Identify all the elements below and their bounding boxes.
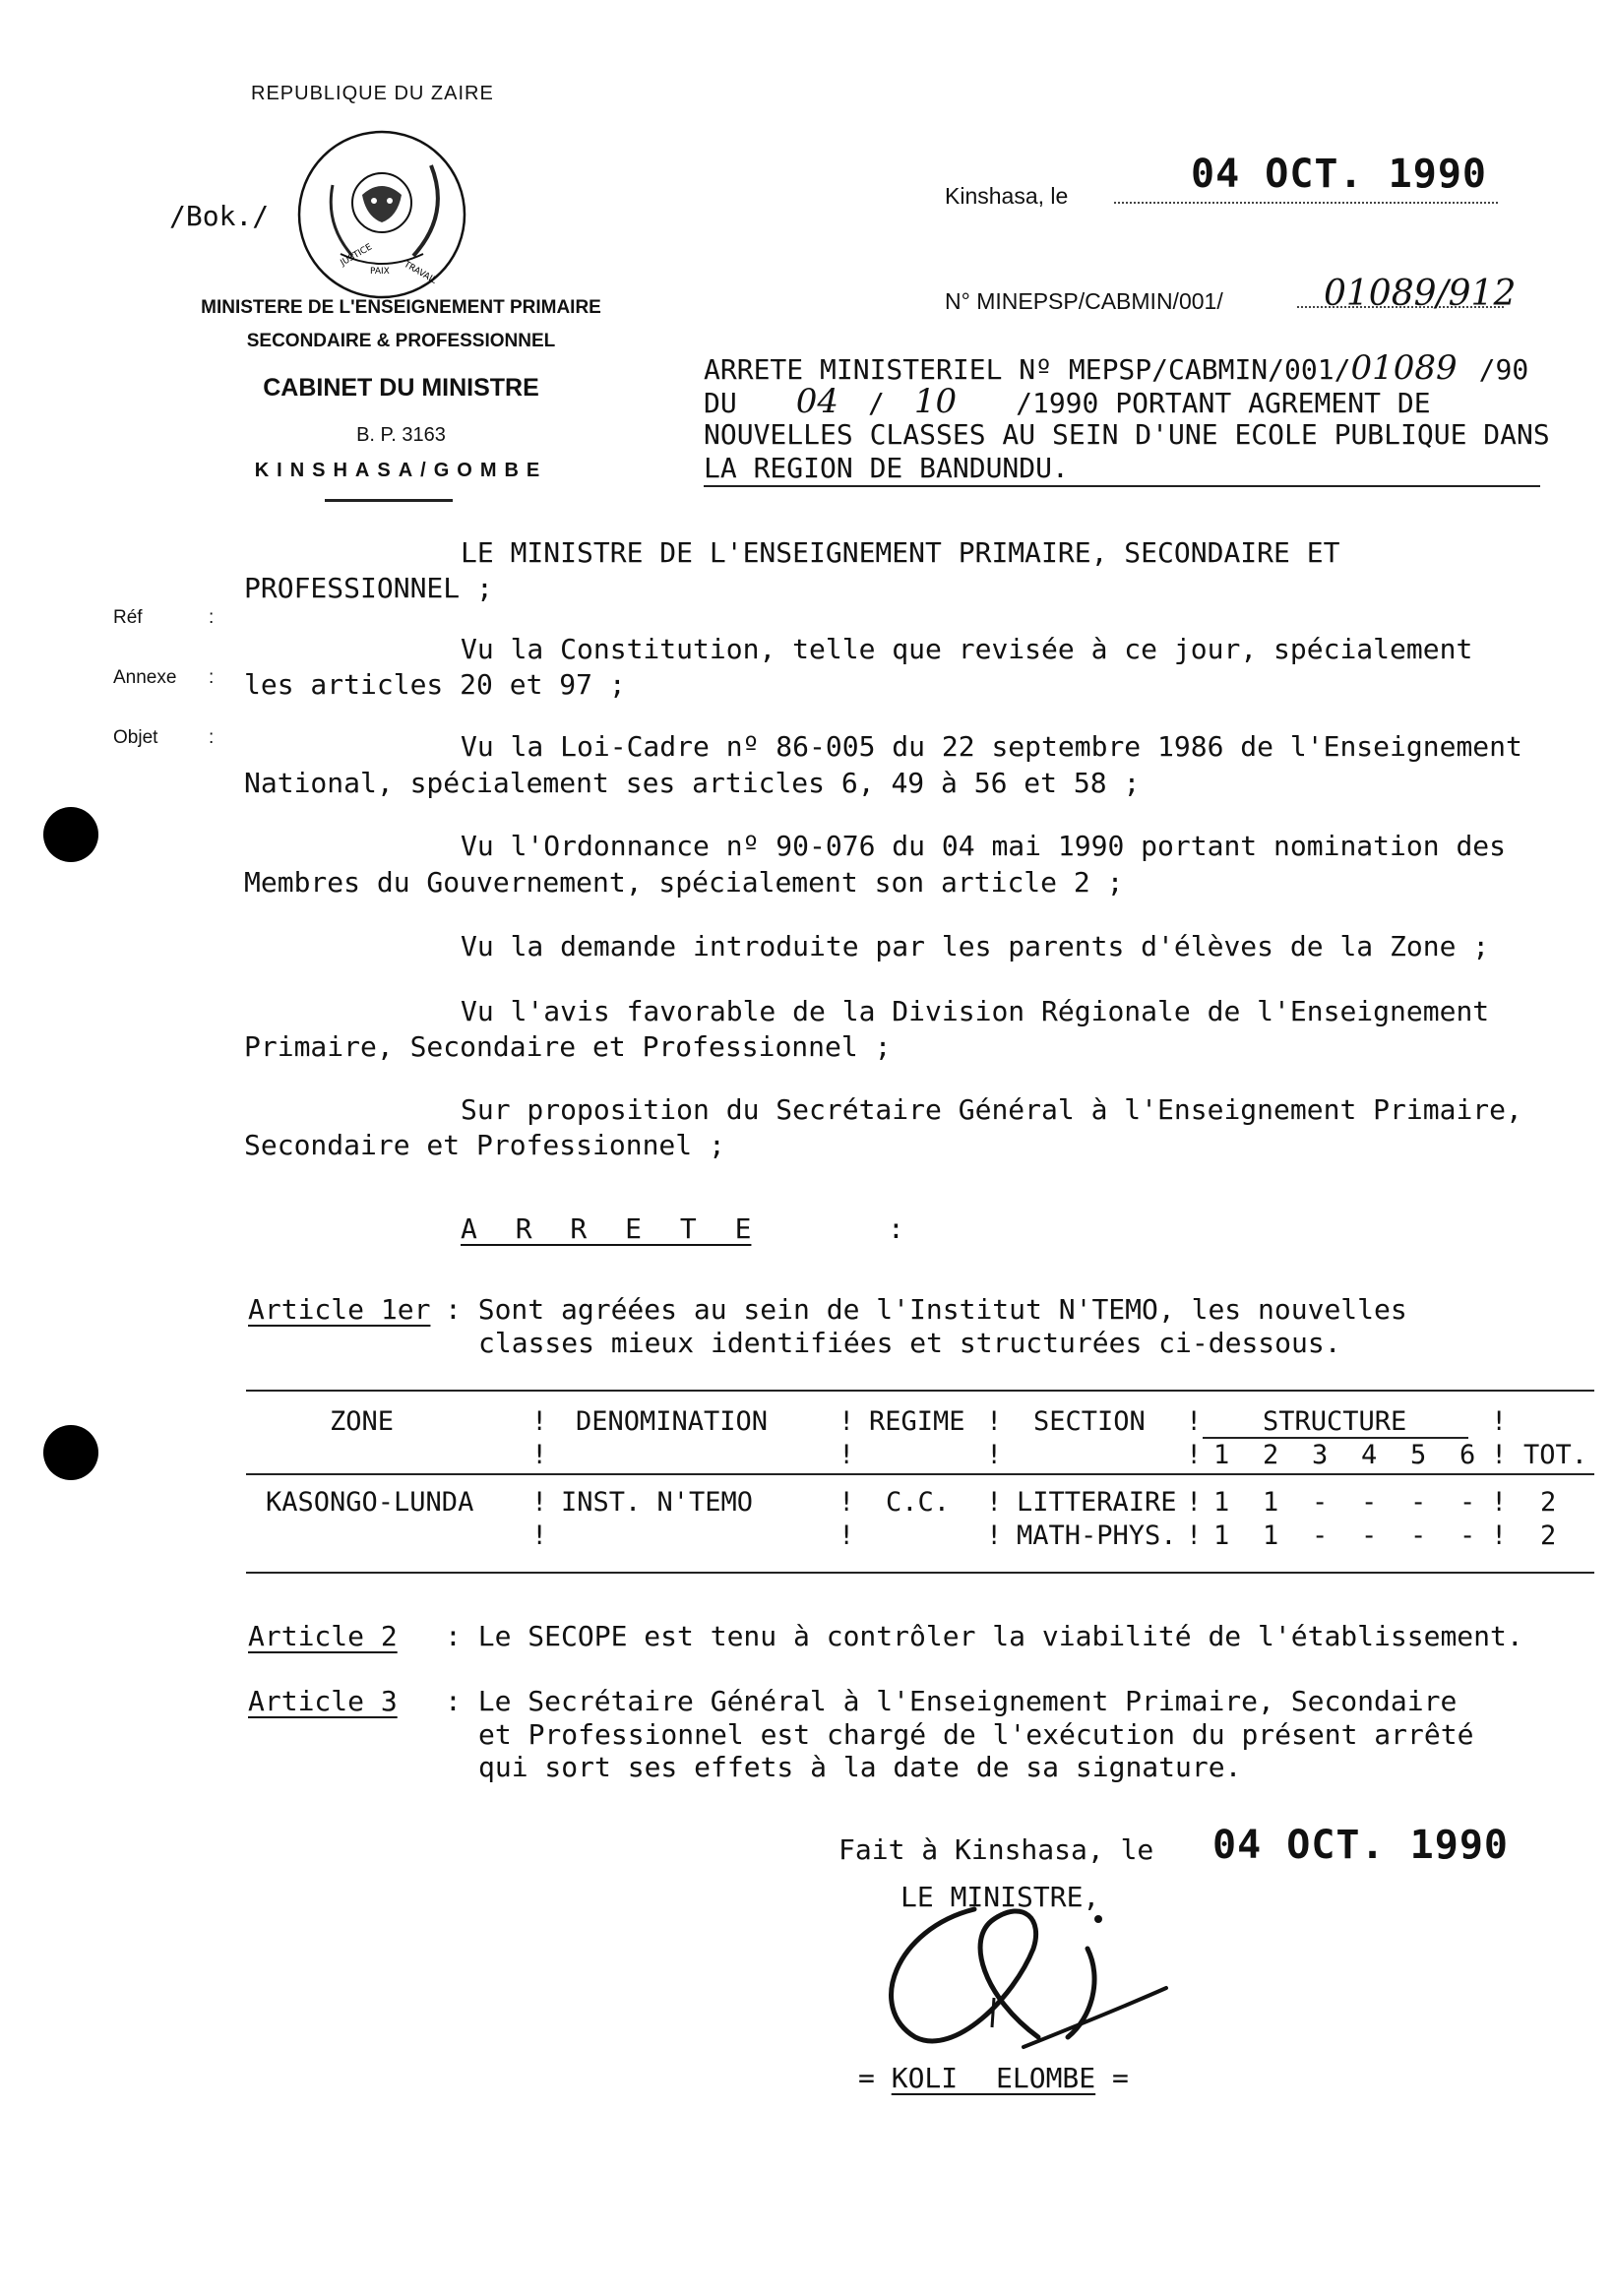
preamble-sur-proposition-cont: Secondaire et Professionnel ; <box>244 1129 725 1161</box>
cell-denomination: INST. N'TEMO <box>561 1487 754 1518</box>
signatory-name-line <box>858 2061 1129 2096</box>
table-separator: ! <box>1186 1406 1203 1437</box>
col-header-total: TOT. <box>1523 1440 1588 1470</box>
article-3-label: Article 3 <box>248 1685 398 1717</box>
cell-structure-4: - <box>1361 1520 1378 1551</box>
table-separator: ! <box>838 1440 855 1470</box>
name-prefix: = <box>858 2062 875 2094</box>
table-top-rule <box>246 1390 1594 1392</box>
table-separator: ! <box>531 1520 548 1551</box>
article-3-text-2: et Professionnel est chargé de l'exécution du présent arrêté <box>478 1718 1474 1751</box>
ref-label: Réf <box>113 607 143 628</box>
title-underline <box>704 485 1540 487</box>
cell-structure-3: - <box>1312 1487 1329 1518</box>
ministry-line-1: MINISTERE DE L'ENSEIGNEMENT PRIMAIRE <box>201 297 601 318</box>
cell-section: LITTERAIRE <box>1017 1487 1177 1518</box>
annexe-label: Annexe <box>113 667 177 688</box>
preamble-vu-ordonnance-cont: Membres du Gouvernement, spécialement son article 2 ; <box>244 866 1124 899</box>
article-3-text-1: : Le Secrétaire Général à l'Enseignement Primaire, Secondaire <box>445 1685 1458 1717</box>
title-line-2-suffix: /1990 PORTANT AGREMENT DE <box>1016 387 1431 419</box>
preamble-vu-avis-cont: Primaire, Secondaire et Professionnel ; <box>244 1030 892 1063</box>
table-separator: ! <box>1186 1440 1203 1470</box>
article-2-label: Article 2 <box>248 1620 398 1652</box>
title-day: 04 <box>795 382 838 421</box>
table-separator: ! <box>531 1440 548 1470</box>
col-header-section: SECTION <box>1033 1406 1146 1437</box>
reference-tag: /Bok./ <box>169 200 270 232</box>
table-separator: ! <box>1186 1520 1203 1551</box>
cell-structure-2: 1 <box>1263 1520 1279 1551</box>
seal-text-left: JUSTICE <box>339 242 374 269</box>
ref-colon: : <box>209 607 215 628</box>
table-separator: ! <box>838 1487 855 1518</box>
structure-col-2: 2 <box>1263 1440 1279 1470</box>
structure-header-rule <box>1203 1437 1468 1439</box>
handwritten-number: 01089/912 <box>1324 274 1517 314</box>
title-line-2: DU 04 / 10 /1990 PORTANT AGREMENT DE <box>704 382 1431 421</box>
structure-col-3: 3 <box>1312 1440 1329 1470</box>
cell-section: MATH-PHYS. <box>1017 1520 1177 1551</box>
preamble-vu-constitution: Vu la Constitution, telle que revisée à ce jour, spécialement <box>461 633 1473 665</box>
table-separator: ! <box>986 1520 1003 1551</box>
col-header-denomination: DENOMINATION <box>576 1406 769 1437</box>
table-separator: ! <box>1491 1406 1508 1437</box>
dateline-dotted-line <box>1114 202 1498 204</box>
objet-colon: : <box>209 727 215 748</box>
signatory-name: KOLI ELOMBE <box>891 2062 1096 2094</box>
title-line-1-prefix: ARRETE MINISTERIEL Nº MEPSP/CABMIN/001/ <box>704 353 1351 386</box>
cell-structure-5: - <box>1410 1487 1427 1518</box>
article-1-label: Article 1er <box>248 1293 431 1326</box>
title-line-3: NOUVELLES CLASSES AU SEIN D'UNE ECOLE PUBLIQUE DANS <box>704 418 1550 451</box>
cell-zone: KASONGO-LUNDA <box>266 1487 474 1518</box>
objet-label: Objet <box>113 727 158 748</box>
seal-text-bottom: PAIX <box>370 267 390 277</box>
country-name: REPUBLIQUE DU ZAIRE <box>251 83 494 104</box>
table-separator: ! <box>531 1406 548 1437</box>
number-label: N° MINEPSP/CABMIN/001/ <box>945 288 1223 314</box>
table-separator: ! <box>986 1487 1003 1518</box>
cell-structure-6: - <box>1459 1520 1476 1551</box>
closing-fait-a: Fait à Kinshasa, le <box>838 1833 1154 1866</box>
name-suffix: = <box>1112 2062 1129 2094</box>
letterhead-divider <box>325 499 453 502</box>
preamble-sur-proposition: Sur proposition du Secrétaire Général à l'Enseignement Primaire, <box>461 1093 1522 1126</box>
article-2-text: : Le SECOPE est tenu à contrôler la viabilité de l'établissement. <box>445 1620 1523 1652</box>
structure-col-5: 5 <box>1410 1440 1427 1470</box>
cell-structure-1: 1 <box>1213 1520 1230 1551</box>
preamble-vu-loi-cadre-cont: National, spécialement ses articles 6, 49 à 56 et 58 ; <box>244 767 1141 799</box>
annexe-colon: : <box>209 667 215 688</box>
article-1-text-2: classes mieux identifiées et structurées ci-dessous. <box>478 1327 1341 1359</box>
arrete-colon: : <box>888 1212 904 1245</box>
table-separator: ! <box>1186 1487 1203 1518</box>
punch-hole-top <box>43 807 98 862</box>
table-separator: ! <box>1491 1520 1508 1551</box>
table-separator: ! <box>986 1406 1003 1437</box>
ministry-line-2: SECONDAIRE & PROFESSIONNEL <box>246 331 556 351</box>
col-header-zone: ZONE <box>330 1406 395 1437</box>
cell-total: 2 <box>1540 1520 1557 1551</box>
minister-signature <box>866 1890 1181 2057</box>
cell-structure-6: - <box>1459 1487 1476 1518</box>
date-stamp: 04 OCT. 1990 <box>1191 152 1487 197</box>
closing-date-stamp: 04 OCT. 1990 <box>1212 1823 1509 1868</box>
cell-structure-4: - <box>1361 1487 1378 1518</box>
preamble-vu-constitution-cont: les articles 20 et 97 ; <box>244 668 626 701</box>
table-separator: ! <box>838 1406 855 1437</box>
punch-hole-bottom <box>43 1425 98 1480</box>
table-separator: ! <box>1491 1440 1508 1470</box>
structure-col-6: 6 <box>1459 1440 1476 1470</box>
closing-minister-title: LE MINISTRE, <box>900 1881 1100 1913</box>
col-header-regime: REGIME <box>869 1406 965 1437</box>
preamble-minister: LE MINISTRE DE L'ENSEIGNEMENT PRIMAIRE, SECONDAIRE ET <box>461 536 1340 569</box>
article-3-text-3: qui sort ses effets à la date de sa signature. <box>478 1751 1242 1783</box>
title-du: DU <box>704 387 737 419</box>
preamble-vu-avis: Vu l'avis favorable de la Division Régionale de l'Enseignement <box>461 995 1490 1027</box>
structure-col-1: 1 <box>1213 1440 1230 1470</box>
coat-of-arms-seal <box>293 126 470 303</box>
table-separator: ! <box>838 1520 855 1551</box>
arrete-heading: A R R E T E <box>461 1212 752 1245</box>
dateline-label: Kinshasa, le <box>945 183 1069 209</box>
title-handwritten-number: 01089 <box>1350 348 1458 388</box>
seal-text-right: TRAVAIL <box>402 259 439 286</box>
cell-structure-5: - <box>1410 1520 1427 1551</box>
structure-col-4: 4 <box>1361 1440 1378 1470</box>
preamble-vu-demande: Vu la demande introduite par les parents d'élèves de la Zone ; <box>461 930 1490 962</box>
col-header-structure: STRUCTURE <box>1263 1406 1407 1437</box>
cell-total: 2 <box>1540 1487 1557 1518</box>
title-line-4: LA REGION DE BANDUNDU. <box>704 452 1069 484</box>
city: KINSHASA/GOMBE <box>254 460 548 481</box>
cell-structure-1: 1 <box>1213 1487 1230 1518</box>
cell-structure-2: 1 <box>1263 1487 1279 1518</box>
title-month: 10 <box>913 382 958 421</box>
table-separator: ! <box>986 1440 1003 1470</box>
preamble-vu-ordonnance: Vu l'Ordonnance nº 90-076 du 04 mai 1990 portant nomination des <box>461 830 1507 862</box>
table-bottom-rule <box>246 1572 1594 1574</box>
cell-structure-3: - <box>1312 1520 1329 1551</box>
preamble-vu-loi-cadre: Vu la Loi-Cadre nº 86-005 du 22 septembre 1986 de l'Enseignement <box>461 730 1522 763</box>
cabinet-title: CABINET DU MINISTRE <box>263 374 539 402</box>
po-box: B. P. 3163 <box>356 424 446 446</box>
table-header-rule <box>246 1473 1594 1475</box>
table-separator: ! <box>1491 1487 1508 1518</box>
title-line-1-suffix: /90 <box>1478 353 1529 386</box>
cell-regime: C.C. <box>886 1487 951 1518</box>
article-1-text-1: : Sont agréées au sein de l'Institut N'TEMO, les nouvelles <box>445 1293 1407 1326</box>
table-separator: ! <box>531 1487 548 1518</box>
preamble-minister-cont: PROFESSIONNEL ; <box>244 572 493 604</box>
